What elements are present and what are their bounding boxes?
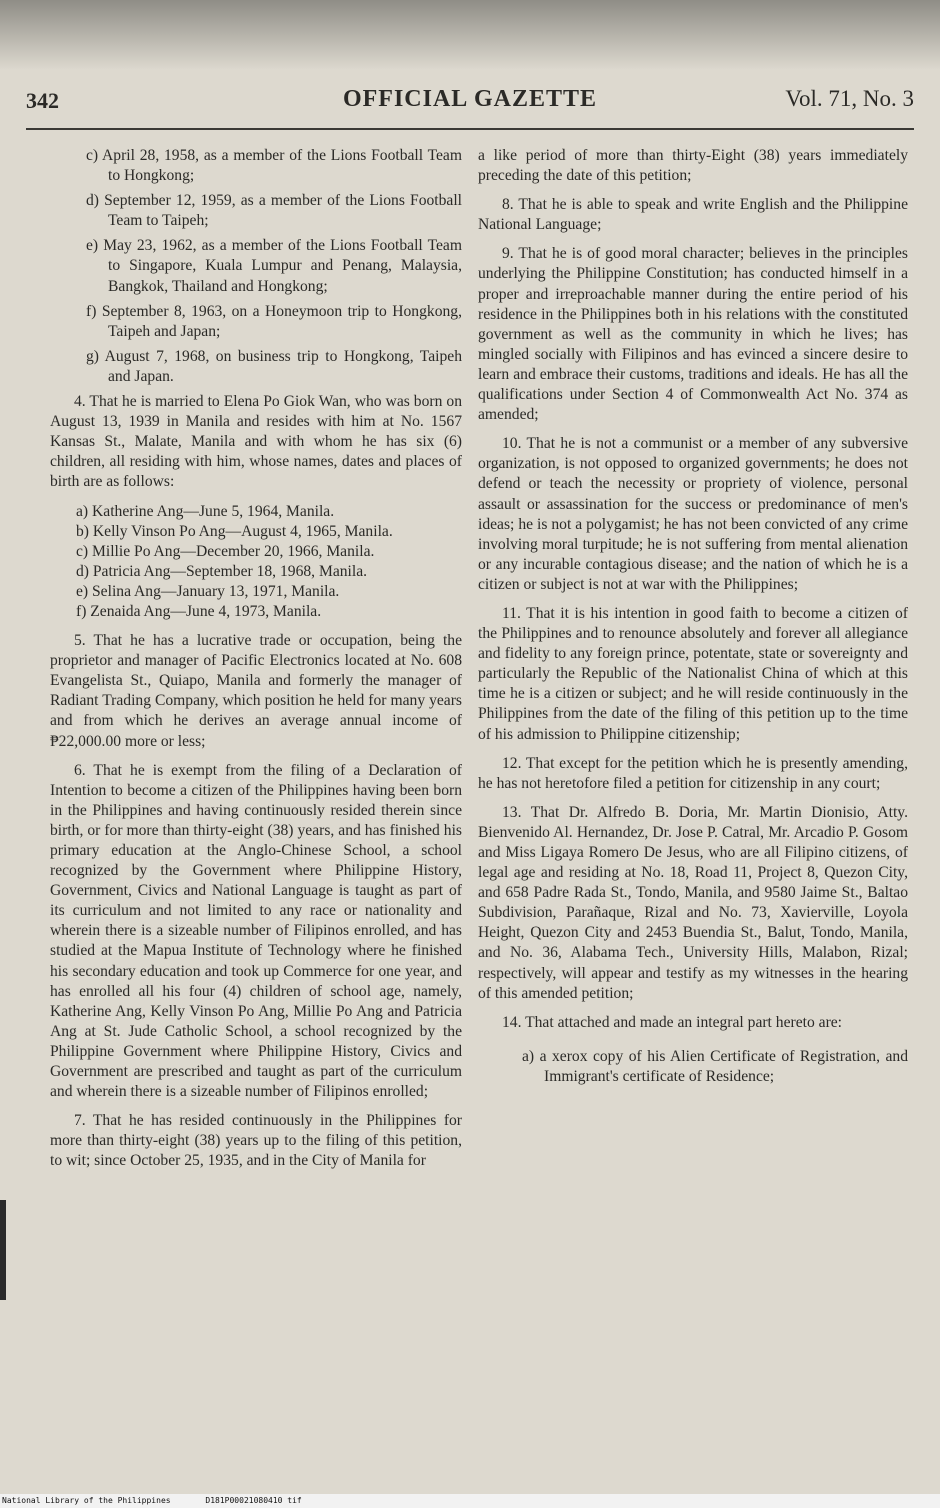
travel-item: g) August 7, 1968, on business trip to Hongkong, Taipeh and Japan. [86, 347, 462, 385]
header-rule [26, 128, 914, 130]
paragraph-12: 12. That except for the petition which he is presently amending, he has not heretofore filed a petition for citizenship in any court; [478, 754, 908, 792]
binding-edge [0, 1200, 6, 1300]
paragraph-10: 10. That he is not a communist or a member of any subversive organization, is not opposed to organized governments; he does not defend or teach the necessity or propriety of violence, personal assault or assassination for the success or predominance of men's ideas; he is not a polygamist; he has not been convicted of any crime involving moral turpitude; he is not suffering from mental alienation or any incurable contagious disease; and the nation of which he is a citizen or subject is not at war with the Philippines; [478, 435, 908, 593]
child-entry: a) Katherine Ang—June 5, 1964, Manila. [76, 502, 335, 520]
paragraph-6: 6. That he is exempt from the filing of a Declaration of Intention to become a citizen of the Philippines having been born in the Philippines and having continuously resided therein since birth, or for more than thirty-eight (38) years, and has finished his primary education at the Anglo-Chinese School, a school recognized by the Government where Philippine History, Government, Civics and National Language is taught as part of its curriculum and not limited to any race or nationality and wherein there is a sizeable number of Filipinos enrolled, and has studied at the Mapua Institute of Technology where he finished his secondary education and took up Commerce for one year, and has enrolled all his four (4) children of school age, namely, Katherine Ang, Kelly Vinson Po Ang, Millie Po Ang and Patricia Ang at St. Jude Catholic School, a school recognized by the Philippine Government where Philippine History, Civics and Government are prescribed and taught as part of the curriculum and wherein there is a sizeable number of Filipinos enrolled; [50, 761, 462, 1101]
paragraph-4: 4. That he is married to Elena Po Giok Wan, who was born on August 13, 1939 in Manila and resides with him at No. 1567 Kansas St., Malate, Manila and with whom he has six (6) children, all residing with him, whose names, dates and places of birth are as follows: [50, 393, 462, 491]
scan-footer [0, 1494, 940, 1508]
scan-shadow [0, 0, 940, 70]
publication-title: OFFICIAL GAZETTE [342, 86, 598, 112]
right-column [478, 146, 908, 1096]
child-entry: c) Millie Po Ang—December 20, 1966, Manila. [76, 542, 375, 560]
source-label: National Library of the Philippines [2, 1496, 171, 1505]
paragraph-11: 11. That it is his intention in good faith to become a citizen of the Philippines and to renounce absolutely and forever all allegiance and fidelity to any foreign prince, potentate, state or sovereignty and particularly the Republic of the Nationalist China of which at this time he is a citizen or subject; and he will reside continuously in the Philippines from the date of the filing of this petition up to the time of his admission to Philippine citizenship; [478, 604, 908, 743]
left-column [50, 146, 462, 1181]
file-label: D181P00021080410 tif [205, 1496, 302, 1505]
travel-item: f) September 8, 1963, on a Honeymoon trip to Hongkong, Taipeh and Japan; [86, 302, 462, 340]
paragraph-9: 9. That he is of good moral character; believes in the principles underlying the Philippine Constitution; has conducted himself in a proper and irreproachable manner during the entire period of his residence in the Philippines both in his relations with the constituted government as well as the community in which he lives; has mingled socially with Filipinos and has evinced a sincere desire to learn and embrace their customs, traditions and ideals. He has all the qualifications under Section 4 of Commonwealth Act No. 374 as amended; [478, 245, 908, 424]
child-entry: e) Selina Ang—January 13, 1971, Manila. [76, 582, 340, 600]
paragraph-14: 14. That attached and made an integral part hereto are: [502, 1013, 843, 1031]
travel-item: c) April 28, 1958, as a member of the Lions Football Team to Hongkong; [86, 147, 462, 185]
travel-item: d) September 12, 1959, as a member of the Lions Football Team to Taipeh; [86, 192, 462, 230]
page-header [26, 86, 914, 126]
paragraph-8: 8. That he is able to speak and write English and the Philippine National Language; [478, 196, 908, 234]
child-entry: d) Patricia Ang—September 18, 1968, Manila. [76, 562, 368, 580]
continued-text: a like period of more than thirty-Eight (38) years immediately preceding the date of this petition; [478, 147, 908, 185]
travel-item: e) May 23, 1962, as a member of the Lions Football Team to Singapore, Kuala Lumpur and Penang, Malaysia, Bangkok, Thailand and Hongkong; [86, 237, 462, 295]
child-entry: f) Zenaida Ang—June 4, 1973, Manila. [76, 602, 322, 620]
paragraph-13: 13. That Dr. Alfredo B. Doria, Mr. Martin Dionisio, Atty. Bienvenido Al. Hernandez, Dr. Jose P. Catral, Mr. Arcadio P. Gosom and Miss Ligaya Romero De Jesus, who are all Filipino citizens, of legal age and residing at No. 18, Road 11, Project 8, Quezon City, and 658 Padre Rada St., Tondo, Manila, and 9580 Jaime St., Baltao Subdivision, Parañaque, Rizal and No. 73, Xavierville, Loyola Height, Quezon City and 2453 Buendia St., Balut, Tondo, Manila, and No. 36, Alabama Tech., University Hills, Malabon, Rizal; respectively, will appear and testify as my witnesses in the hearing of this amended petition; [478, 803, 908, 1002]
paragraph-5: 5. That he has a lucrative trade or occupation, being the proprietor and manager of Pacific Electronics located at No. 608 Evangelista St., Quiapo, Manila and formerly the manager of Radiant Trading Company, which position he held for many years and from which he derives an average annual income of ₱22,000.00 more or less; [50, 632, 462, 750]
paragraph-7: 7. That he has resided continuously in the Philippines for more than thirty-eight (38) years up to the filing of this petition, to wit; since October 25, 1935, and in the City of Manila for [50, 1112, 462, 1170]
annex-item: a) a xerox copy of his Alien Certificate of Registration, and Immigrant's certificate of Residence; [522, 1047, 908, 1085]
child-entry: b) Kelly Vinson Po Ang—August 4, 1965, Manila. [76, 522, 393, 540]
volume-number: Vol. 71, No. 3 [785, 86, 914, 111]
page-number: 342 [26, 88, 59, 113]
